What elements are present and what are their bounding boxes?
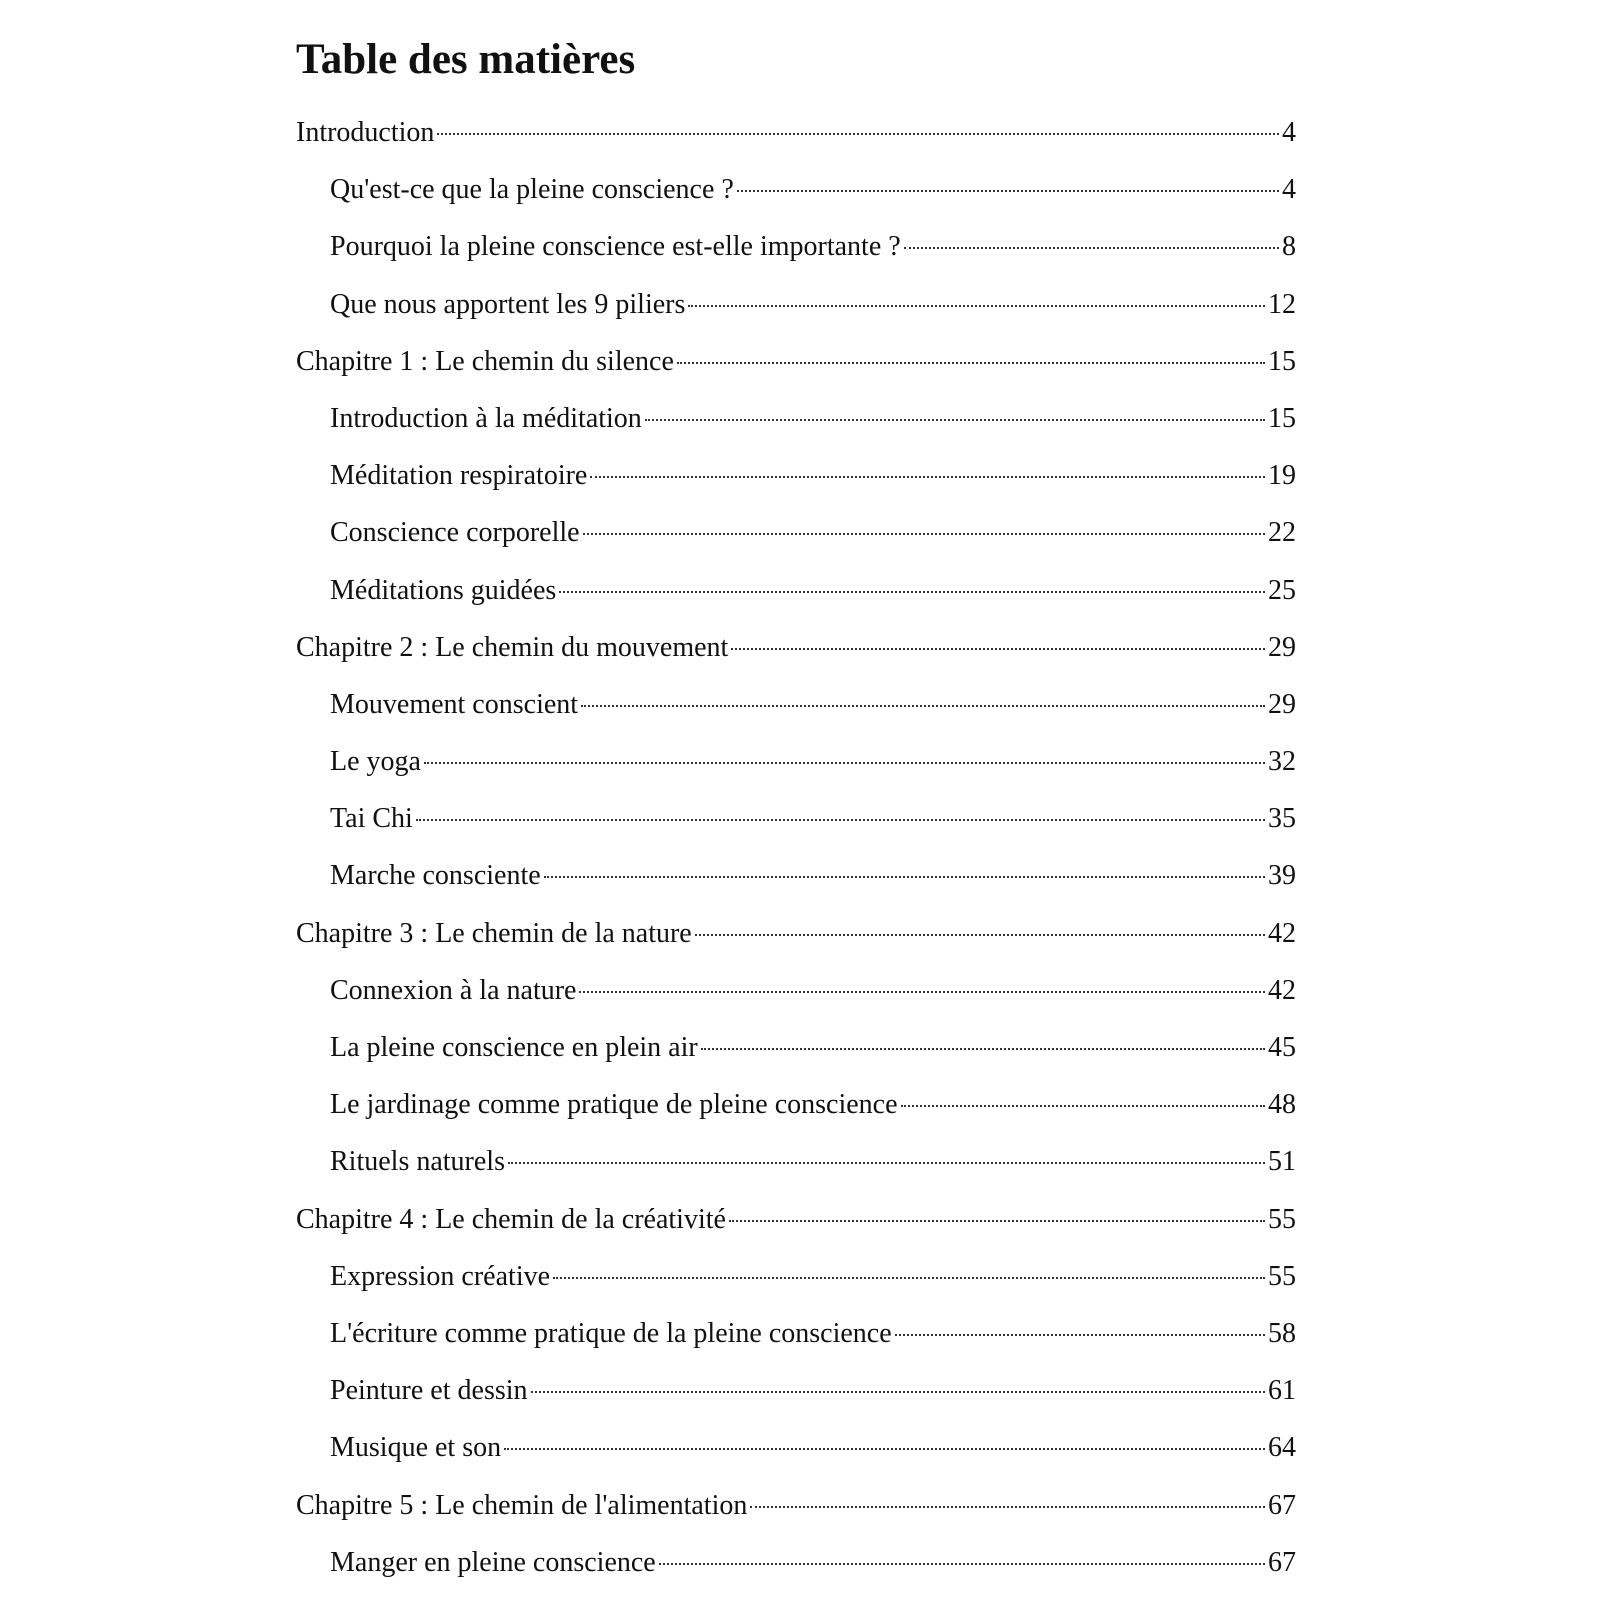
toc-section-entry[interactable]: [296, 218, 1296, 275]
toc-entry-label: Rituels naturels: [330, 1146, 505, 1178]
toc-page-number: 32: [1268, 746, 1296, 778]
dot-leader: [544, 876, 1265, 878]
dot-leader: [437, 133, 1279, 135]
dot-leader: [901, 1105, 1265, 1107]
toc-page-number: 58: [1268, 1317, 1296, 1349]
toc-entry-label: Pourquoi la pleine conscience est-elle importante ?: [330, 231, 901, 263]
toc-page-number: 15: [1268, 402, 1296, 434]
toc-entry-label: Introduction à la méditation: [330, 402, 642, 434]
toc-entry-label: Expression créative: [330, 1260, 551, 1292]
toc-section-entry[interactable]: [296, 790, 1296, 847]
toc-chapter-entry[interactable]: [296, 905, 1296, 962]
toc-entry-label: Le jardinage comme pratique de pleine conscience: [330, 1089, 898, 1121]
dot-leader: [695, 934, 1265, 936]
dot-leader: [731, 648, 1265, 650]
toc-section-entry[interactable]: [296, 276, 1296, 333]
dot-leader: [904, 247, 1279, 249]
dot-leader: [701, 1048, 1265, 1050]
page-title: Table des matières: [296, 36, 636, 83]
toc-section-entry[interactable]: [296, 1419, 1296, 1476]
toc-entry-label: Conscience corporelle: [330, 517, 580, 549]
toc-section-entry[interactable]: [296, 733, 1296, 790]
table-of-contents: [296, 104, 1296, 1591]
dot-leader: [579, 991, 1265, 993]
toc-page-number: 67: [1268, 1546, 1296, 1578]
toc-section-entry[interactable]: [296, 390, 1296, 447]
toc-page-number: 48: [1268, 1089, 1296, 1121]
dot-leader: [583, 533, 1265, 535]
dot-leader: [729, 1220, 1265, 1222]
toc-page-number: 39: [1268, 860, 1296, 892]
toc-entry-label: Qu'est-ce que la pleine conscience ?: [330, 174, 734, 206]
dot-leader: [504, 1448, 1265, 1450]
toc-entry-label: Peinture et dessin: [330, 1375, 528, 1407]
toc-section-entry[interactable]: [296, 676, 1296, 733]
dot-leader: [895, 1334, 1265, 1336]
toc-section-entry[interactable]: [296, 1305, 1296, 1362]
dot-leader: [688, 305, 1265, 307]
toc-entry-label: Musique et son: [330, 1432, 502, 1464]
dot-leader: [531, 1391, 1265, 1393]
toc-section-entry[interactable]: [296, 1076, 1296, 1133]
toc-section-entry[interactable]: [296, 1534, 1296, 1591]
toc-page-number: 51: [1268, 1146, 1296, 1178]
toc-entry-label: Chapitre 5 : Le chemin de l'alimentation: [296, 1489, 748, 1521]
dot-leader: [508, 1162, 1265, 1164]
toc-chapter-entry[interactable]: [296, 104, 1296, 161]
toc-page-number: 15: [1268, 345, 1296, 377]
dot-leader: [737, 190, 1279, 192]
toc-page-number: 25: [1268, 574, 1296, 606]
toc-page-number: 55: [1268, 1260, 1296, 1292]
toc-entry-label: Méditations guidées: [330, 574, 557, 606]
toc-chapter-entry[interactable]: [296, 1477, 1296, 1534]
dot-leader: [590, 476, 1265, 478]
dot-leader: [659, 1563, 1265, 1565]
toc-page-number: 45: [1268, 1032, 1296, 1063]
toc-entry-label: Le yoga: [330, 746, 421, 778]
toc-section-entry[interactable]: [296, 847, 1296, 904]
toc-page-number: 61: [1268, 1375, 1296, 1407]
toc-page-number: 42: [1268, 917, 1296, 949]
dot-leader: [750, 1506, 1265, 1508]
toc-page-number: 29: [1268, 688, 1296, 720]
dot-leader: [645, 419, 1265, 421]
toc-entry-label: Méditation respiratoire: [330, 460, 588, 492]
toc-entry-label: L'écriture comme pratique de la pleine conscience: [330, 1317, 892, 1349]
toc-page-number: 67: [1268, 1489, 1296, 1521]
toc-page-number: 12: [1268, 288, 1296, 320]
toc-section-entry[interactable]: [296, 1362, 1296, 1419]
toc-entry-label: Que nous apportent les 9 piliers: [330, 288, 686, 320]
toc-page-number: 4: [1282, 174, 1296, 206]
toc-entry-label: Mouvement conscient: [330, 688, 579, 720]
toc-entry-label: La pleine conscience en plein air: [330, 1032, 698, 1063]
toc-entry-label: Introduction: [296, 117, 435, 148]
dot-leader: [553, 1277, 1265, 1279]
toc-section-entry[interactable]: [296, 962, 1296, 1019]
toc-page-number: 22: [1268, 517, 1296, 549]
dot-leader: [677, 362, 1265, 364]
toc-entry-label: Connexion à la nature: [330, 974, 577, 1006]
toc-page-number: 8: [1282, 231, 1296, 263]
toc-entry-label: Tai Chi: [330, 803, 413, 835]
toc-section-entry[interactable]: [296, 1133, 1296, 1190]
toc-section-entry[interactable]: [296, 161, 1296, 218]
toc-page-number: 29: [1268, 631, 1296, 663]
toc-chapter-entry[interactable]: [296, 619, 1296, 676]
toc-section-entry[interactable]: [296, 504, 1296, 561]
toc-page-number: 19: [1268, 460, 1296, 492]
toc-page-number: 55: [1268, 1203, 1296, 1235]
dot-leader: [559, 591, 1265, 593]
toc-page-number: 4: [1282, 117, 1296, 148]
toc-entry-label: Chapitre 4 : Le chemin de la créativité: [296, 1203, 726, 1235]
toc-section-entry[interactable]: [296, 1019, 1296, 1076]
toc-section-entry[interactable]: [296, 1248, 1296, 1305]
toc-section-entry[interactable]: [296, 562, 1296, 619]
toc-chapter-entry[interactable]: [296, 333, 1296, 390]
toc-page-number: 64: [1268, 1432, 1296, 1464]
dot-leader: [581, 705, 1265, 707]
toc-chapter-entry[interactable]: [296, 1191, 1296, 1248]
toc-page-number: 42: [1268, 974, 1296, 1006]
toc-entry-label: Chapitre 2 : Le chemin du mouvement: [296, 631, 729, 663]
dot-leader: [416, 819, 1265, 821]
toc-entry-label: Chapitre 1 : Le chemin du silence: [296, 345, 674, 377]
toc-entry-label: Chapitre 3 : Le chemin de la nature: [296, 917, 692, 949]
dot-leader: [424, 762, 1265, 764]
toc-entry-label: Manger en pleine conscience: [330, 1546, 656, 1578]
toc-section-entry[interactable]: [296, 447, 1296, 504]
toc-entry-label: Marche consciente: [330, 860, 541, 892]
toc-page-number: 35: [1268, 803, 1296, 835]
